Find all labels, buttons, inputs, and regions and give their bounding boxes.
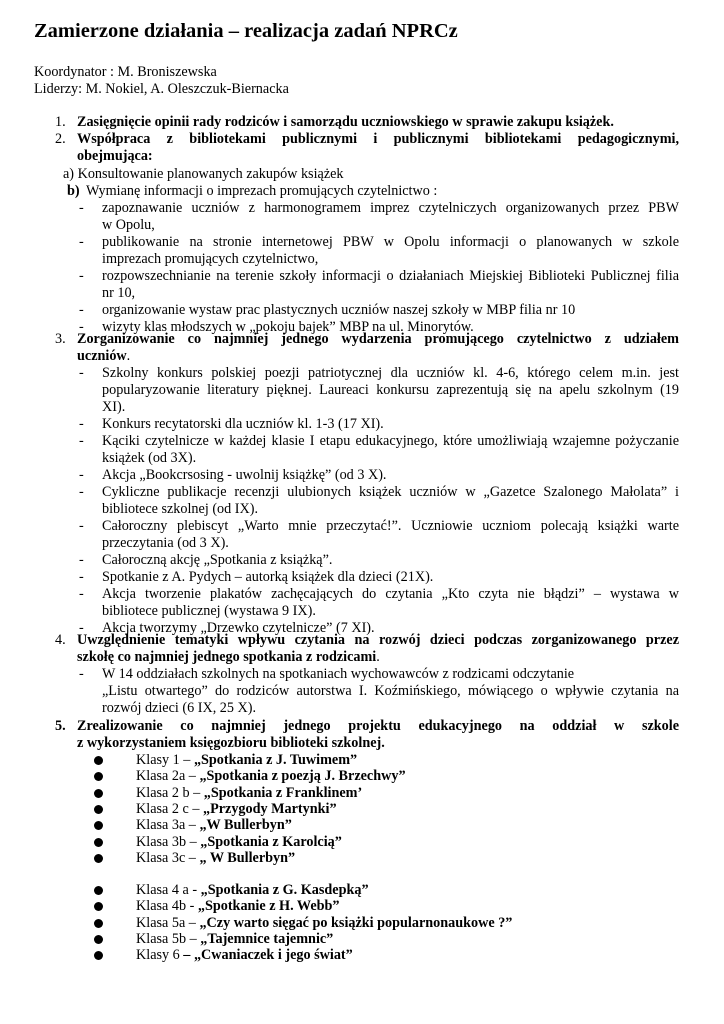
class-list-a-item-7-label: Klasa 3c – bbox=[136, 849, 200, 866]
class-list-a-bullet-2 bbox=[94, 772, 103, 781]
item-3-dash-6: - bbox=[79, 518, 84, 534]
class-list-b-item-1-title: „Spotkania z G. Kasdepką” bbox=[200, 882, 369, 898]
class-list-a-item-2-label: Klasa 2a – bbox=[136, 768, 200, 785]
item-3-dash-10: - bbox=[79, 620, 84, 636]
class-list-a-item-2 bbox=[136, 768, 406, 785]
item-2-dash-2: - bbox=[79, 234, 84, 250]
item-2-point-a: a) Konsultowanie planowanych zakupów książek bbox=[63, 166, 344, 182]
leaders-line: Liderzy: M. Nokiel, A. Oleszczuk-Biernacka bbox=[34, 81, 289, 97]
class-list-b-item-5-label: Klasy 6 bbox=[136, 947, 184, 964]
item-1-number: 1. bbox=[55, 114, 66, 130]
item-3-dash-5: - bbox=[79, 484, 84, 500]
item-4-heading-line-2-period: . bbox=[376, 649, 380, 665]
item-3-heading-line-1: Zorganizowanie co najmniej jednego wydarzenia promującego czytelnictwo z udziałem bbox=[77, 331, 679, 347]
page-title: Zamierzone działania – realizacja zadań NPRCz bbox=[34, 20, 458, 42]
item-5-heading-line-1: Zrealizowanie co najmniej jednego projektu edukacyjnego na oddział w szkole bbox=[77, 718, 679, 734]
class-list-a-bullet-3 bbox=[94, 789, 103, 798]
class-list-b-bullet-1 bbox=[94, 886, 103, 895]
item-3-dash-1-line-3: XI). bbox=[102, 399, 126, 415]
item-2-dash-4: - bbox=[79, 302, 84, 318]
item-2-dash-1-line-2: w Opolu, bbox=[102, 217, 155, 233]
class-list-b-bullet-5 bbox=[94, 951, 103, 960]
class-list-b-item-3 bbox=[136, 915, 512, 932]
class-list-a-item-1-title: „Spotkania z J. Tuwimem” bbox=[193, 752, 358, 768]
class-list-b-item-3-title: „Czy warto sięgać po książki popularnonaukowe ?” bbox=[199, 914, 513, 931]
item-3-dash-3-line-2: książek (od 3X). bbox=[102, 450, 197, 466]
item-2-dash-2-line-1: publikowanie na stronie internetowej PBW w Opolu informacji o planowanych w szkole bbox=[102, 234, 679, 250]
class-list-a-item-4-title: „Przygody Martynki” bbox=[202, 800, 337, 817]
item-3-dash-3-line-1: Kąciki czytelnicze w każdej klasie I etapu edukacyjnego, które umożliwiają wzajemne pożyczanie bbox=[102, 433, 679, 449]
class-list-b-item-1 bbox=[136, 882, 369, 899]
class-list-b-bullet-3 bbox=[94, 919, 103, 928]
item-2-point-b-label: b) bbox=[67, 183, 80, 199]
class-list-b-item-3-label: Klasa 5a – bbox=[136, 914, 200, 931]
class-list-b-item-5-title: – „Cwaniaczek i jego świat” bbox=[183, 947, 353, 964]
item-3-dash-10-line-1: Akcja tworzymy „Drzewko czytelnicze” (7 XI). bbox=[102, 620, 375, 636]
class-list-a-bullet-7 bbox=[94, 854, 103, 863]
item-3-number: 3. bbox=[55, 331, 66, 347]
item-4-number: 4. bbox=[55, 632, 66, 648]
item-3-dash-9-line-2: bibliotece publicznej (wystawa 9 IX). bbox=[102, 603, 316, 619]
item-3-dash-7-line-1: Całoroczną akcję „Spotkania z książką”. bbox=[102, 552, 333, 568]
class-list-a-item-5 bbox=[136, 817, 292, 834]
class-list-a-bullet-1 bbox=[94, 756, 103, 765]
class-list-b-item-2-label: Klasa 4b - bbox=[136, 898, 198, 915]
item-3-dash-1-line-1: Szkolny konkurs polskiej poezji patriotycznej dla uczniów kl. 4-6, którego celem m.in. jest bbox=[102, 365, 679, 381]
class-list-a-item-3-title: „Spotkania z Franklinem’ bbox=[203, 784, 363, 801]
class-list-b-bullet-2 bbox=[94, 902, 103, 911]
item-4-heading-line-2-text: szkołę co najmniej jednego spotkania z rodzicami bbox=[77, 649, 377, 665]
class-list-b-item-5 bbox=[136, 947, 353, 964]
item-3-dash-9-line-1: Akcja tworzenie plakatów zachęcających do czytania „Kto czyta nie błądzi” – wystawa w bbox=[102, 586, 679, 602]
class-list-a-item-6-label: Klasa 3b – bbox=[136, 833, 201, 850]
class-list-a-item-5-label: Klasa 3a – bbox=[136, 817, 200, 834]
class-list-a-item-6-title: „Spotkania z Karolcią” bbox=[200, 833, 342, 850]
class-list-a-bullet-5 bbox=[94, 821, 103, 830]
class-list-a-item-4 bbox=[136, 801, 337, 818]
class-list-b-item-4-title: „Tajemnice tajemnic” bbox=[200, 930, 334, 947]
class-list-b-item-4-label: Klasa 5b – bbox=[136, 930, 201, 947]
item-4-heading-line-2 bbox=[77, 649, 380, 666]
item-3-dash-2: - bbox=[79, 416, 84, 432]
class-list-a-item-6 bbox=[136, 834, 342, 851]
item-3-dash-5-line-1: Cykliczne publikacje recenzji ulubionych książek uczniów w „Gazetce Szalonego Małolata” i bbox=[102, 484, 679, 500]
item-2-heading-line-1: Współpraca z bibliotekami publicznymi i publicznymi bibliotekami pedagogicznymi, bbox=[77, 131, 679, 147]
class-list-a-item-1 bbox=[136, 752, 357, 769]
class-list-a-item-5-title: „W Bullerbyn” bbox=[199, 817, 292, 834]
item-5-number: 5. bbox=[55, 718, 66, 734]
item-3-heading-line-2 bbox=[77, 348, 130, 365]
item-3-dash-8-line-1: Spotkanie z A. Pydych – autorką książek dla dzieci (21X). bbox=[102, 569, 434, 585]
item-2-dash-2-line-2: imprezach promujących czytelnictwo, bbox=[102, 251, 319, 267]
class-list-a-item-3 bbox=[136, 785, 362, 802]
item-3-dash-6-line-2: przeczytania (od 3 X). bbox=[102, 535, 229, 551]
item-2-number: 2. bbox=[55, 131, 66, 147]
item-4-dash: - bbox=[79, 666, 84, 682]
item-3-heading-line-2-period: . bbox=[126, 348, 131, 364]
item-1-text: Zasięgnięcie opinii rady rodziców i samorządu uczniowskiego w sprawie zakupu książek. bbox=[77, 114, 614, 130]
item-4-heading-line-1: Uwzględnienie tematyki wpływu czytania na rozwój dzieci podczas zorganizowanego przez bbox=[77, 632, 679, 648]
item-2-dash-5-line-1: wizyty klas młodszych w „pokoju bajek” MBP na ul. Minorytów. bbox=[102, 319, 474, 335]
class-list-a-item-4-label: Klasa 2 c – bbox=[136, 800, 203, 817]
item-2-dash-1-line-1: zapoznawanie uczniów z harmonogramem imprez czytelniczych organizowanych przez PBW bbox=[102, 200, 679, 216]
class-list-b-item-2-title: „Spotkanie z H. Webb” bbox=[197, 898, 340, 915]
item-2-dash-1: - bbox=[79, 200, 84, 216]
coordinator-line: Koordynator : M. Broniszewska bbox=[34, 64, 217, 80]
class-list-a-item-1-label: Klasy 1 – bbox=[136, 752, 194, 768]
item-2-dash-3-line-1: rozpowszechnianie na terenie szkoły informacji o działaniach Miejskiej Biblioteki Publicznej filia bbox=[102, 268, 679, 284]
item-2-point-b: Wymianę informacji o imprezach promujących czytelnictwo : bbox=[86, 183, 438, 199]
item-4-dash-line-1: W 14 oddziałach szkolnych na spotkaniach wychowawców z rodzicami odczytanie bbox=[102, 666, 575, 682]
item-2-dash-3: - bbox=[79, 268, 84, 284]
class-list-a-bullet-6 bbox=[94, 838, 103, 847]
item-3-dash-2-line-1: Konkurs recytatorski dla uczniów kl. 1-3 (17 XI). bbox=[102, 416, 384, 432]
class-list-b-item-4 bbox=[136, 931, 333, 948]
item-2-dash-5: - bbox=[79, 319, 84, 335]
item-3-dash-3: - bbox=[79, 433, 84, 449]
item-3-dash-8: - bbox=[79, 569, 84, 585]
class-list-b-bullet-4 bbox=[94, 935, 103, 944]
item-3-dash-7: - bbox=[79, 552, 84, 568]
item-2-heading-line-2: obejmująca: bbox=[77, 148, 153, 164]
item-3-dash-6-line-1: Całoroczny plebiscyt „Warto mnie przeczytać!”. Uczniowie uczniom polecają książki warte bbox=[102, 518, 679, 534]
item-3-dash-1: - bbox=[79, 365, 84, 381]
class-list-a-item-3-label: Klasa 2 b – bbox=[136, 784, 204, 801]
class-list-b-item-1-label: Klasa 4 a - bbox=[136, 882, 201, 898]
item-3-heading-line-2-text: uczniów bbox=[77, 348, 127, 364]
item-3-dash-4: - bbox=[79, 467, 84, 483]
item-2-dash-3-line-2: nr 10, bbox=[102, 285, 136, 301]
class-list-b-item-2 bbox=[136, 898, 340, 915]
class-list-a-item-7 bbox=[136, 850, 295, 867]
item-3-dash-5-line-2: bibliotece szkolnej (od IX). bbox=[102, 501, 259, 517]
class-list-a-item-7-title: „ W Bullerbyn” bbox=[199, 849, 296, 866]
item-4-dash-line-2: „Listu otwartego” do rodziców autorstwa I. Koźmińskiego, mówiącego o wpływie czytania na bbox=[102, 683, 679, 699]
item-3-dash-9: - bbox=[79, 586, 84, 602]
class-list-a-bullet-4 bbox=[94, 805, 103, 814]
class-list-a-item-2-title: „Spotkania z poezją J. Brzechwy” bbox=[199, 768, 406, 785]
item-2-dash-4-line-1: organizowanie wystaw prac plastycznych uczniów naszej szkoły w MBP filia nr 10 bbox=[102, 302, 576, 318]
item-3-dash-1-line-2: popularyzowanie literatury pięknej. Laureaci konkursu zaprezentują się na apelu szkolnym (19 bbox=[102, 382, 679, 398]
item-4-dash-line-3: rozwój dzieci (6 IX, 25 X). bbox=[102, 700, 257, 716]
item-5-heading-line-2: z wykorzystaniem księgozbioru biblioteki szkolnej. bbox=[77, 735, 385, 751]
item-3-dash-4-line-1: Akcja „Bookcrsosing - uwolnij książkę” (od 3 X). bbox=[102, 467, 387, 483]
